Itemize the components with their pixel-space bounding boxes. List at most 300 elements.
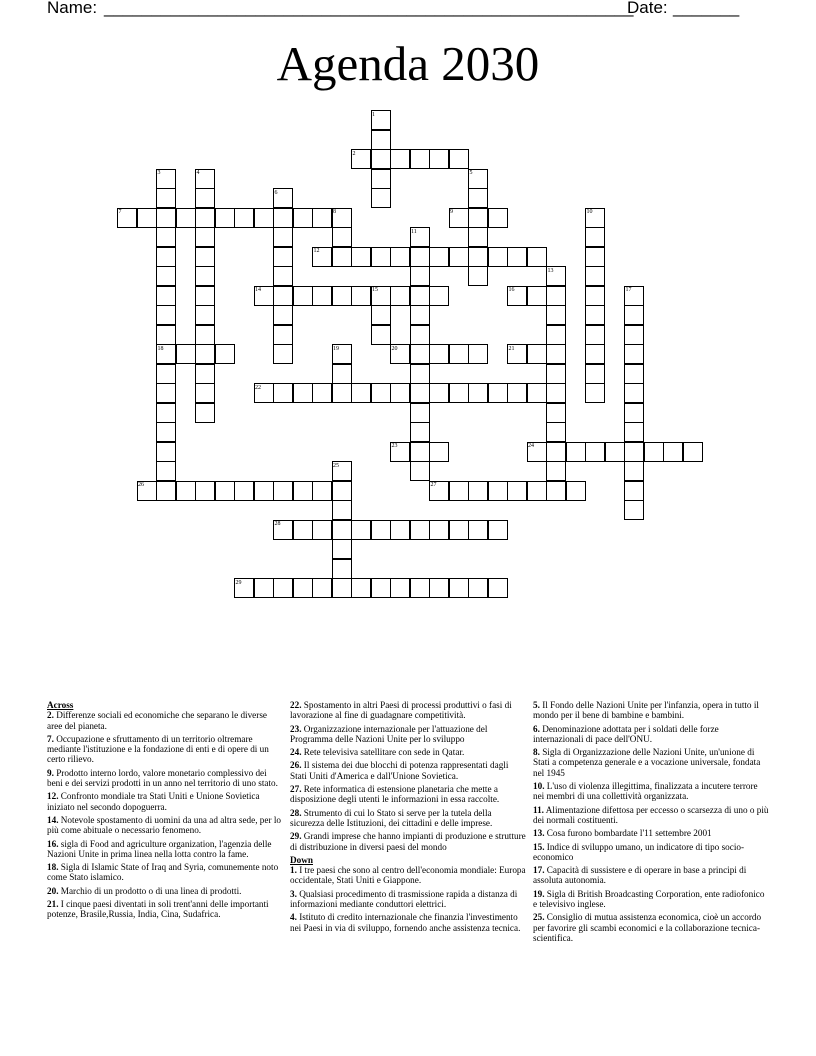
grid-cell[interactable]	[546, 403, 566, 423]
grid-cell[interactable]	[254, 481, 274, 501]
clue-number: 12.	[47, 791, 59, 802]
clue-number-14: 14	[255, 287, 261, 293]
grid-cell[interactable]	[429, 149, 449, 169]
grid-cell[interactable]	[156, 325, 176, 345]
clue-number: 1.	[290, 865, 297, 876]
clue-item	[290, 808, 526, 829]
grid-cell[interactable]	[273, 266, 293, 286]
grid-cell[interactable]	[332, 500, 352, 520]
clue-number: 24.	[290, 747, 302, 758]
grid-cell[interactable]	[332, 247, 352, 267]
grid-cell[interactable]	[585, 325, 605, 345]
down-heading: Down	[290, 854, 313, 865]
clue-number: 10.	[533, 781, 545, 792]
grid-cell[interactable]	[195, 481, 215, 501]
clue-number: 27.	[290, 784, 302, 795]
clue-text: sigla di Food and agriculture organization, l'agenzia delle Nazioni Unite in prima linea nella lotta contro la fame.	[47, 838, 272, 859]
grid-cell[interactable]	[156, 442, 176, 462]
clue-number-6: 6	[274, 189, 278, 196]
clue-number: 15.	[533, 841, 545, 852]
grid-cell[interactable]	[410, 461, 430, 481]
clue-item	[533, 805, 769, 826]
grid-cell[interactable]	[585, 305, 605, 325]
clue-item	[290, 724, 526, 745]
grid-cell[interactable]	[429, 247, 449, 267]
grid-cell[interactable]	[410, 325, 430, 345]
grid-cell[interactable]	[429, 383, 449, 403]
grid-cell[interactable]	[468, 344, 488, 364]
grid-cell[interactable]	[585, 227, 605, 247]
clue-number-25: 25	[333, 462, 339, 469]
clue-number-9: 9	[450, 209, 453, 215]
grid-cell[interactable]	[351, 578, 371, 598]
clue-item	[533, 912, 769, 943]
clue-number-7: 7	[118, 209, 122, 215]
grid-cell[interactable]	[566, 442, 586, 462]
grid-cell[interactable]	[156, 227, 176, 247]
grid-cell[interactable]	[351, 383, 371, 403]
grid-cell[interactable]	[332, 364, 352, 384]
grid-cell[interactable]	[449, 344, 469, 364]
grid-cell[interactable]	[195, 266, 215, 286]
grid-cell[interactable]	[410, 520, 430, 540]
grid-cell[interactable]	[312, 208, 332, 228]
clue-number: 5.	[533, 700, 540, 710]
grid-cell[interactable]	[332, 286, 352, 306]
clue-number-20: 20	[391, 345, 398, 352]
grid-cell[interactable]	[195, 403, 215, 423]
grid-cell[interactable]	[527, 383, 547, 403]
clue-number: 19.	[533, 888, 545, 899]
clue-text: Spostamento in altri Paesi di processi produttivi o fasi di lavorazione al fine di guadagnare competitività.	[290, 700, 512, 721]
grid-cell[interactable]	[468, 383, 488, 403]
grid-cell[interactable]	[390, 247, 410, 267]
grid-cell[interactable]	[585, 383, 605, 403]
clue-number-2: 2	[352, 150, 356, 157]
grid-cell[interactable]	[390, 520, 410, 540]
clue-item	[47, 768, 283, 789]
grid-cell[interactable]	[137, 208, 157, 228]
grid-cell[interactable]	[195, 286, 215, 306]
name-field[interactable]: ________________________________________________________	[104, 0, 634, 17]
grid-cell[interactable]	[410, 403, 430, 423]
clue-number-10: 10	[586, 209, 593, 215]
grid-cell[interactable]	[332, 520, 352, 540]
clue-item	[47, 815, 283, 836]
clue-number-24: 24	[528, 443, 534, 449]
grid-cell[interactable]	[195, 364, 215, 384]
grid-cell[interactable]	[332, 539, 352, 559]
grid-cell[interactable]	[546, 422, 566, 442]
grid-cell[interactable]	[410, 305, 430, 325]
grid-cell[interactable]	[527, 247, 547, 267]
grid-cell[interactable]	[195, 188, 215, 208]
grid-cell[interactable]	[332, 481, 352, 501]
grid-cell[interactable]	[429, 578, 449, 598]
grid-cell[interactable]	[390, 149, 410, 169]
clue-item	[533, 747, 769, 778]
grid-cell[interactable]	[546, 442, 566, 462]
clue-text: Istituto di credito internazionale che finanzia l'investimento nei Paesi in via di sviluppo, fornendo anche assistenza tecnica.	[290, 912, 521, 933]
grid-cell[interactable]	[546, 286, 566, 306]
clue-number-22: 22	[255, 384, 261, 391]
clue-item	[47, 710, 283, 731]
clue-text: Differenze sociali ed economiche che separano le diverse aree del pianeta.	[47, 710, 267, 731]
name-label: Name:	[47, 0, 102, 17]
grid-cell[interactable]	[468, 208, 488, 228]
grid-cell[interactable]	[410, 383, 430, 403]
grid-cell[interactable]	[293, 578, 313, 598]
grid-cell[interactable]	[312, 481, 332, 501]
clue-item	[533, 781, 769, 802]
grid-cell[interactable]	[488, 383, 508, 403]
clue-text: Occupazione e sfruttamento di un territorio oltremare mediante l'istituzione e la fondazione di enti e di opere di un certo rilievo.	[47, 733, 269, 765]
grid-cell[interactable]	[488, 247, 508, 267]
clues-column-1	[47, 700, 283, 923]
grid-cell[interactable]	[371, 305, 391, 325]
grid-cell[interactable]	[254, 578, 274, 598]
clue-number-29: 29	[235, 579, 242, 586]
grid-cell[interactable]	[624, 325, 644, 345]
grid-cell[interactable]	[293, 208, 313, 228]
clue-number: 18.	[47, 862, 59, 873]
grid-cell[interactable]	[585, 344, 605, 364]
grid-cell[interactable]	[195, 227, 215, 247]
grid-cell[interactable]	[156, 383, 176, 403]
grid-cell[interactable]	[449, 247, 469, 267]
clue-number: 2.	[47, 710, 54, 721]
grid-cell[interactable]	[332, 559, 352, 579]
clue-number-15: 15	[372, 287, 378, 293]
grid-cell[interactable]	[488, 520, 508, 540]
grid-cell[interactable]	[390, 286, 410, 306]
grid-cell[interactable]	[156, 461, 176, 481]
clue-text: Consiglio di mutua assistenza economica, cioè un accordo per favorire gli scambi economici e la collaborazione tecnica-scientifica.	[533, 912, 762, 943]
grid-cell[interactable]	[234, 208, 254, 228]
grid-cell[interactable]	[468, 247, 488, 267]
clue-text: Denominazione adottata per i soldati delle forze internazionali di pace dell'ONU.	[533, 723, 719, 744]
clue-item	[47, 862, 283, 883]
clue-item	[47, 886, 283, 896]
grid-cell[interactable]	[488, 578, 508, 598]
grid-cell[interactable]	[215, 344, 235, 364]
grid-cell[interactable]	[195, 325, 215, 345]
clue-text: Qualsiasi procedimento di trasmissione rapida a distanza di informazioni mediante conduttori elettrici.	[290, 888, 518, 910]
page-title: Agenda 2030	[276, 36, 540, 91]
grid-cell[interactable]	[215, 208, 235, 228]
grid-cell[interactable]	[624, 364, 644, 384]
clue-text: Il sistema dei due blocchi di potenza rappresentati dagli Stati Uniti d'America e dall'Unione Sovietica.	[290, 760, 509, 781]
clue-item	[47, 899, 283, 920]
grid-cell[interactable]	[371, 578, 391, 598]
grid-cell[interactable]	[273, 305, 293, 325]
grid-cell[interactable]	[156, 305, 176, 325]
grid-cell[interactable]	[605, 442, 625, 462]
clue-number-23: 23	[391, 443, 398, 449]
clue-number: 22.	[290, 700, 302, 710]
clue-number-26: 26	[138, 482, 144, 488]
clue-number: 6.	[533, 723, 540, 734]
grid-cell[interactable]	[410, 149, 430, 169]
grid-cell[interactable]	[371, 520, 391, 540]
grid-cell[interactable]	[156, 188, 176, 208]
clue-text: Grandi imprese che hanno impianti di produzione e strutture di distribuzione in diversi paesi del mondo	[290, 831, 526, 852]
grid-cell[interactable]	[468, 227, 488, 247]
grid-cell[interactable]	[273, 247, 293, 267]
grid-cell[interactable]	[624, 500, 644, 520]
clue-text: I cinque paesi diventati in soli trent'anni delle importanti potenze, Brasile,Russia, India, Cina, Sudafrica.	[47, 899, 269, 920]
clues-column-3	[533, 700, 769, 946]
clue-text: Sigla di British Broadcasting Corporation, ente radiofonico e televisivo inglese.	[533, 888, 765, 910]
grid-cell[interactable]	[371, 149, 391, 169]
clue-item	[533, 842, 769, 863]
grid-cell[interactable]	[195, 247, 215, 267]
clue-text: Indice di sviluppo umano, un indicatore di tipo socio-economico	[533, 841, 745, 862]
grid-cell[interactable]	[351, 520, 371, 540]
grid-cell[interactable]	[468, 578, 488, 598]
grid-cell[interactable]	[351, 247, 371, 267]
grid-cell[interactable]	[624, 481, 644, 501]
grid-cell[interactable]	[585, 442, 605, 462]
clue-number: 7.	[47, 733, 54, 744]
grid-cell[interactable]	[585, 364, 605, 384]
clue-item	[290, 700, 526, 721]
grid-cell[interactable]	[566, 481, 586, 501]
grid-cell[interactable]	[371, 247, 391, 267]
grid-cell[interactable]	[410, 247, 430, 267]
clue-number-17: 17	[625, 287, 632, 293]
clue-number-1: 1	[372, 111, 375, 118]
grid-cell[interactable]	[195, 208, 215, 228]
clue-number-8: 8	[333, 209, 336, 215]
clue-number: 28.	[290, 807, 302, 818]
grid-cell[interactable]	[546, 325, 566, 345]
clue-text: Il Fondo delle Nazioni Unite per l'infanzia, opera in tutto il mondo per il bene di bambine e bambini.	[533, 700, 759, 721]
clue-number-18: 18	[157, 345, 164, 352]
grid-cell[interactable]	[254, 208, 274, 228]
clue-number: 26.	[290, 760, 302, 771]
grid-cell[interactable]	[273, 344, 293, 364]
grid-cell[interactable]	[293, 481, 313, 501]
grid-cell[interactable]	[449, 481, 469, 501]
clue-text: Cosa furono bombardate l'11 settembre 2001	[546, 828, 712, 839]
grid-cell[interactable]	[546, 344, 566, 364]
grid-cell[interactable]	[156, 403, 176, 423]
grid-cell[interactable]	[273, 227, 293, 247]
clue-text: Alimentazione difettosa per eccesso o scarsezza di uno o più dei normali costituenti.	[533, 804, 769, 825]
grid-cell[interactable]	[429, 286, 449, 306]
grid-cell[interactable]	[332, 227, 352, 247]
grid-cell[interactable]	[312, 383, 332, 403]
grid-cell[interactable]	[156, 364, 176, 384]
grid-cell[interactable]	[624, 383, 644, 403]
grid-cell[interactable]	[624, 305, 644, 325]
grid-cell[interactable]	[449, 578, 469, 598]
grid-cell[interactable]	[371, 383, 391, 403]
clue-text: Organizzazione internazionale per l'attuazione del Programma delle Nazioni Unite per lo sviluppo	[290, 723, 488, 744]
grid-cell[interactable]	[468, 520, 488, 540]
grid-cell[interactable]	[390, 578, 410, 598]
clue-item	[533, 865, 769, 886]
clue-number-28: 28	[274, 521, 281, 527]
grid-cell[interactable]	[585, 247, 605, 267]
grid-cell[interactable]	[546, 364, 566, 384]
grid-cell[interactable]	[156, 286, 176, 306]
grid-cell[interactable]	[410, 364, 430, 384]
grid-cell[interactable]	[195, 383, 215, 403]
grid-cell[interactable]	[176, 481, 196, 501]
grid-cell[interactable]	[273, 481, 293, 501]
clue-item	[290, 747, 526, 757]
clue-item	[47, 791, 283, 812]
grid-cell[interactable]	[273, 325, 293, 345]
grid-cell[interactable]	[663, 442, 683, 462]
grid-cell[interactable]	[449, 149, 469, 169]
grid-cell[interactable]	[410, 344, 430, 364]
grid-cell[interactable]	[585, 286, 605, 306]
grid-cell[interactable]	[624, 344, 644, 364]
grid-cell[interactable]	[156, 422, 176, 442]
grid-cell[interactable]	[410, 286, 430, 306]
clue-item	[533, 700, 769, 721]
clue-number-11: 11	[411, 228, 417, 235]
clue-item	[290, 889, 526, 910]
grid-cell[interactable]	[624, 422, 644, 442]
grid-cell[interactable]	[644, 442, 664, 462]
clue-text: Prodotto interno lordo, valore monetario complessivo dei beni e dei servizi prodotti in un anno nel territorio di uno stato.	[47, 767, 278, 789]
grid-cell[interactable]	[585, 266, 605, 286]
grid-cell[interactable]	[176, 208, 196, 228]
grid-cell[interactable]	[273, 383, 293, 403]
grid-cell[interactable]	[234, 481, 254, 501]
grid-cell[interactable]	[351, 286, 371, 306]
grid-cell[interactable]	[293, 383, 313, 403]
grid-cell[interactable]	[449, 383, 469, 403]
grid-cell[interactable]	[488, 208, 508, 228]
grid-cell[interactable]	[468, 266, 488, 286]
grid-cell[interactable]	[546, 383, 566, 403]
clue-number-5: 5	[469, 170, 473, 176]
grid-cell[interactable]	[429, 442, 449, 462]
grid-cell[interactable]	[410, 442, 430, 462]
grid-cell[interactable]	[176, 344, 196, 364]
grid-cell[interactable]	[449, 520, 469, 540]
grid-cell[interactable]	[312, 286, 332, 306]
clue-number: 9.	[47, 767, 54, 778]
clue-text: Sigla di Islamic State of Iraq and Syria, comunemente noto come Stato islamico.	[47, 862, 279, 883]
grid-cell[interactable]	[273, 286, 293, 306]
grid-cell[interactable]	[371, 130, 391, 150]
clue-text: Capacità di sussistere e di operare in base a principi di assoluta autonomia.	[533, 865, 747, 886]
clue-text: Notevole spostamento di uomini da una ad altra sede, per lo più come abituale o necessario fenomeno.	[47, 814, 281, 836]
clue-item	[533, 889, 769, 910]
clue-item	[533, 828, 769, 838]
grid-cell[interactable]	[371, 188, 391, 208]
grid-cell[interactable]	[429, 344, 449, 364]
grid-cell[interactable]	[468, 188, 488, 208]
grid-cell[interactable]	[390, 383, 410, 403]
clue-number: 20.	[47, 885, 59, 896]
grid-cell[interactable]	[507, 247, 527, 267]
grid-cell[interactable]	[195, 344, 215, 364]
grid-cell[interactable]	[156, 266, 176, 286]
grid-cell[interactable]	[371, 169, 391, 189]
grid-cell[interactable]	[332, 578, 352, 598]
grid-cell[interactable]	[527, 286, 547, 306]
grid-cell[interactable]	[527, 481, 547, 501]
clue-number: 17.	[533, 865, 545, 876]
clue-number: 4.	[290, 912, 297, 923]
grid-cell[interactable]	[546, 481, 566, 501]
clue-text: Sigla di Organizzazione delle Nazioni Unite, un'unione di Stati a competenza generale e a vocazione universale, fondata nel 1945	[533, 747, 761, 778]
grid-cell[interactable]	[507, 383, 527, 403]
grid-cell[interactable]	[410, 422, 430, 442]
clue-number-16: 16	[508, 287, 515, 293]
grid-cell[interactable]	[624, 403, 644, 423]
grid-cell[interactable]	[468, 481, 488, 501]
clue-number: 21.	[47, 899, 59, 910]
grid-cell[interactable]	[546, 461, 566, 481]
grid-cell[interactable]	[507, 481, 527, 501]
grid-cell[interactable]	[312, 578, 332, 598]
grid-cell[interactable]	[293, 520, 313, 540]
grid-cell[interactable]	[410, 578, 430, 598]
across-heading: Across	[47, 700, 74, 710]
grid-cell[interactable]	[488, 481, 508, 501]
grid-cell[interactable]	[546, 305, 566, 325]
grid-cell[interactable]	[410, 266, 430, 286]
grid-cell[interactable]	[215, 481, 235, 501]
clue-item	[47, 734, 283, 765]
grid-cell[interactable]	[429, 520, 449, 540]
grid-cell[interactable]	[527, 344, 547, 364]
clue-item	[290, 865, 526, 886]
grid-cell[interactable]	[156, 247, 176, 267]
clue-number: 14.	[47, 814, 59, 825]
clue-text: Rete televisiva satellitare con sede in Qatar.	[303, 747, 465, 758]
clue-text: Strumento di cui lo Stato si serve per la tutela della sicurezza delle Istituzioni, dei cittadini e delle imprese.	[290, 807, 493, 828]
grid-cell[interactable]	[273, 578, 293, 598]
grid-cell[interactable]	[683, 442, 703, 462]
clue-text: Rete informatica di estensione planetaria che mette a disposizione degli utenti le informazioni in essa raccolte.	[290, 784, 500, 805]
clue-text: Marchio di un prodotto o di una linea di prodotti.	[60, 885, 242, 896]
grid-cell[interactable]	[293, 286, 313, 306]
date-field[interactable]: _______	[673, 0, 740, 17]
grid-cell[interactable]	[156, 208, 176, 228]
clue-number: 11.	[533, 804, 544, 815]
grid-cell[interactable]	[624, 461, 644, 481]
date-label: Date:	[627, 0, 673, 17]
clue-item	[290, 760, 526, 781]
grid-cell[interactable]	[195, 305, 215, 325]
clue-number: 23.	[290, 723, 302, 734]
clue-item	[533, 724, 769, 745]
grid-cell[interactable]	[332, 383, 352, 403]
clue-number-21: 21	[508, 345, 515, 352]
clue-number: 13.	[533, 828, 545, 839]
clue-number-12: 12	[313, 248, 320, 254]
grid-cell[interactable]	[312, 520, 332, 540]
clue-item	[290, 784, 526, 805]
grid-cell[interactable]	[156, 481, 176, 501]
grid-cell[interactable]	[371, 325, 391, 345]
grid-cell[interactable]	[273, 208, 293, 228]
grid-cell[interactable]	[624, 442, 644, 462]
clue-item	[290, 831, 526, 852]
clue-item	[290, 912, 526, 933]
clue-number: 8.	[533, 747, 540, 758]
clue-text: I tre paesi che sono al centro dell'economia mondiale: Europa occidentale, Stati Uniti e Giappone.	[290, 865, 526, 886]
